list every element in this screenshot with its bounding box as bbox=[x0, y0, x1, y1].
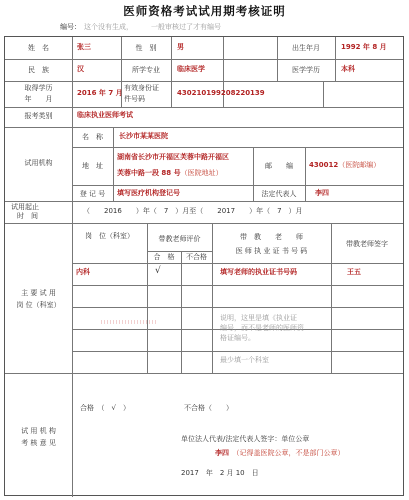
category-label: 报考类别 bbox=[24, 112, 53, 120]
birth-label: 出生年月 bbox=[292, 44, 320, 52]
degree-label: 医学学历 bbox=[292, 66, 320, 74]
sign-date: 2017 年 2 月 10 日 bbox=[181, 469, 259, 477]
grad-value: 2016 年 7 月 bbox=[77, 89, 123, 97]
birth-value: 1992 年 8 月 bbox=[341, 43, 387, 51]
org-address-label: 地 址 bbox=[82, 162, 103, 170]
blurred-stroke bbox=[101, 320, 156, 324]
id-label-2: 件号码 bbox=[124, 95, 145, 103]
certificate-table bbox=[4, 36, 404, 496]
post-side-label: 主 要 试 用 bbox=[21, 289, 56, 297]
org-label: 试用机构 bbox=[24, 159, 53, 167]
teacher-sign-value: 王五 bbox=[347, 268, 361, 276]
signature-line: 李四 （记得盖医院公章，不是部门公章） bbox=[215, 449, 345, 457]
col-dept: 岗 位（科室） bbox=[85, 232, 134, 240]
serial-hint: 这个没有生成， bbox=[84, 23, 133, 31]
org-zip-value: 430012（医院邮编） bbox=[309, 161, 381, 169]
org-reg-value: 填写医疗机构登记号 bbox=[117, 189, 180, 197]
pass-check-mark: √ bbox=[155, 266, 161, 276]
org-legal-label: 法定代表人 bbox=[261, 190, 297, 198]
period-label-2: 时 间 bbox=[17, 212, 38, 220]
col-teacher-cert: 医 师 执 业 证 书 号 码 bbox=[235, 247, 308, 255]
explanation-note: 说明，这里是填《执业证 编号，而不是老师的医师资 格证编号。 bbox=[220, 314, 304, 343]
org-legal-value: 李四 bbox=[315, 189, 329, 197]
name-value: 张三 bbox=[77, 43, 91, 51]
post-side-label-2: 岗 位（科室） bbox=[16, 301, 61, 309]
org-name-label: 名 称 bbox=[82, 133, 103, 141]
org-address-line-1: 湖南省长沙市开福区芙蓉中路开福区 bbox=[117, 153, 229, 161]
post-dept-value: 内科 bbox=[76, 268, 90, 276]
col-fail: 不合格 bbox=[186, 253, 207, 261]
signature-label: 单位法人代表/法定代表人签字：单位公章 bbox=[181, 435, 310, 443]
opinion-fail: 不合格（ ） bbox=[184, 404, 233, 412]
opinion-label: 试 用 机 构 bbox=[21, 427, 56, 435]
category-value: 临床执业医师考试 bbox=[77, 111, 133, 119]
name-label: 姓 名 bbox=[28, 44, 49, 52]
gender-value: 男 bbox=[177, 43, 184, 51]
org-name-value: 长沙市某某医院 bbox=[119, 132, 168, 140]
ethnic-label: 民 族 bbox=[28, 66, 49, 74]
serial-label: 编号： bbox=[60, 23, 81, 31]
ethnic-value: 汉 bbox=[77, 65, 84, 73]
gender-label: 性 别 bbox=[135, 44, 157, 52]
page-title: 医师资格考试试用期考核证明 bbox=[123, 4, 286, 18]
major-value: 临床医学 bbox=[177, 65, 205, 73]
serial-hint-2: 一般审核过了才有编号 bbox=[151, 23, 221, 31]
col-eval: 带教老师评价 bbox=[158, 235, 201, 243]
major-label: 所学专业 bbox=[132, 66, 160, 74]
id-value: 430210199208220139 bbox=[177, 89, 265, 97]
org-reg-label: 登 记 号 bbox=[79, 190, 106, 198]
org-address-line-2: 芙蓉中路一段 88 号（医院地址） bbox=[117, 169, 223, 177]
opinion-label-2: 考 核 意 见 bbox=[21, 439, 56, 447]
col-pass: 合 格 bbox=[153, 253, 175, 261]
min-dept-note: 最少填一个科室 bbox=[220, 356, 269, 364]
period-label: 试用起止 bbox=[11, 203, 39, 211]
degree-value: 本科 bbox=[341, 65, 355, 73]
period-value: （ 2016 ）年（ 7 ）月至（ 2017 ）年（ 7 ）月 bbox=[83, 207, 303, 215]
id-label: 有效身份证 bbox=[124, 84, 159, 92]
col-sign: 带教老师签字 bbox=[346, 240, 388, 248]
grad-label-2: 年 月 bbox=[24, 95, 53, 103]
col-teacher: 带 教 老 师 bbox=[240, 233, 303, 241]
opinion-pass: 合格 （ √ ） bbox=[80, 404, 130, 412]
grad-label: 取得学历 bbox=[24, 84, 53, 92]
org-zip-label: 邮 编 bbox=[265, 162, 293, 170]
teacher-cert-value: 填写老师的执业证书号码 bbox=[220, 268, 297, 276]
serial-line bbox=[60, 22, 221, 32]
